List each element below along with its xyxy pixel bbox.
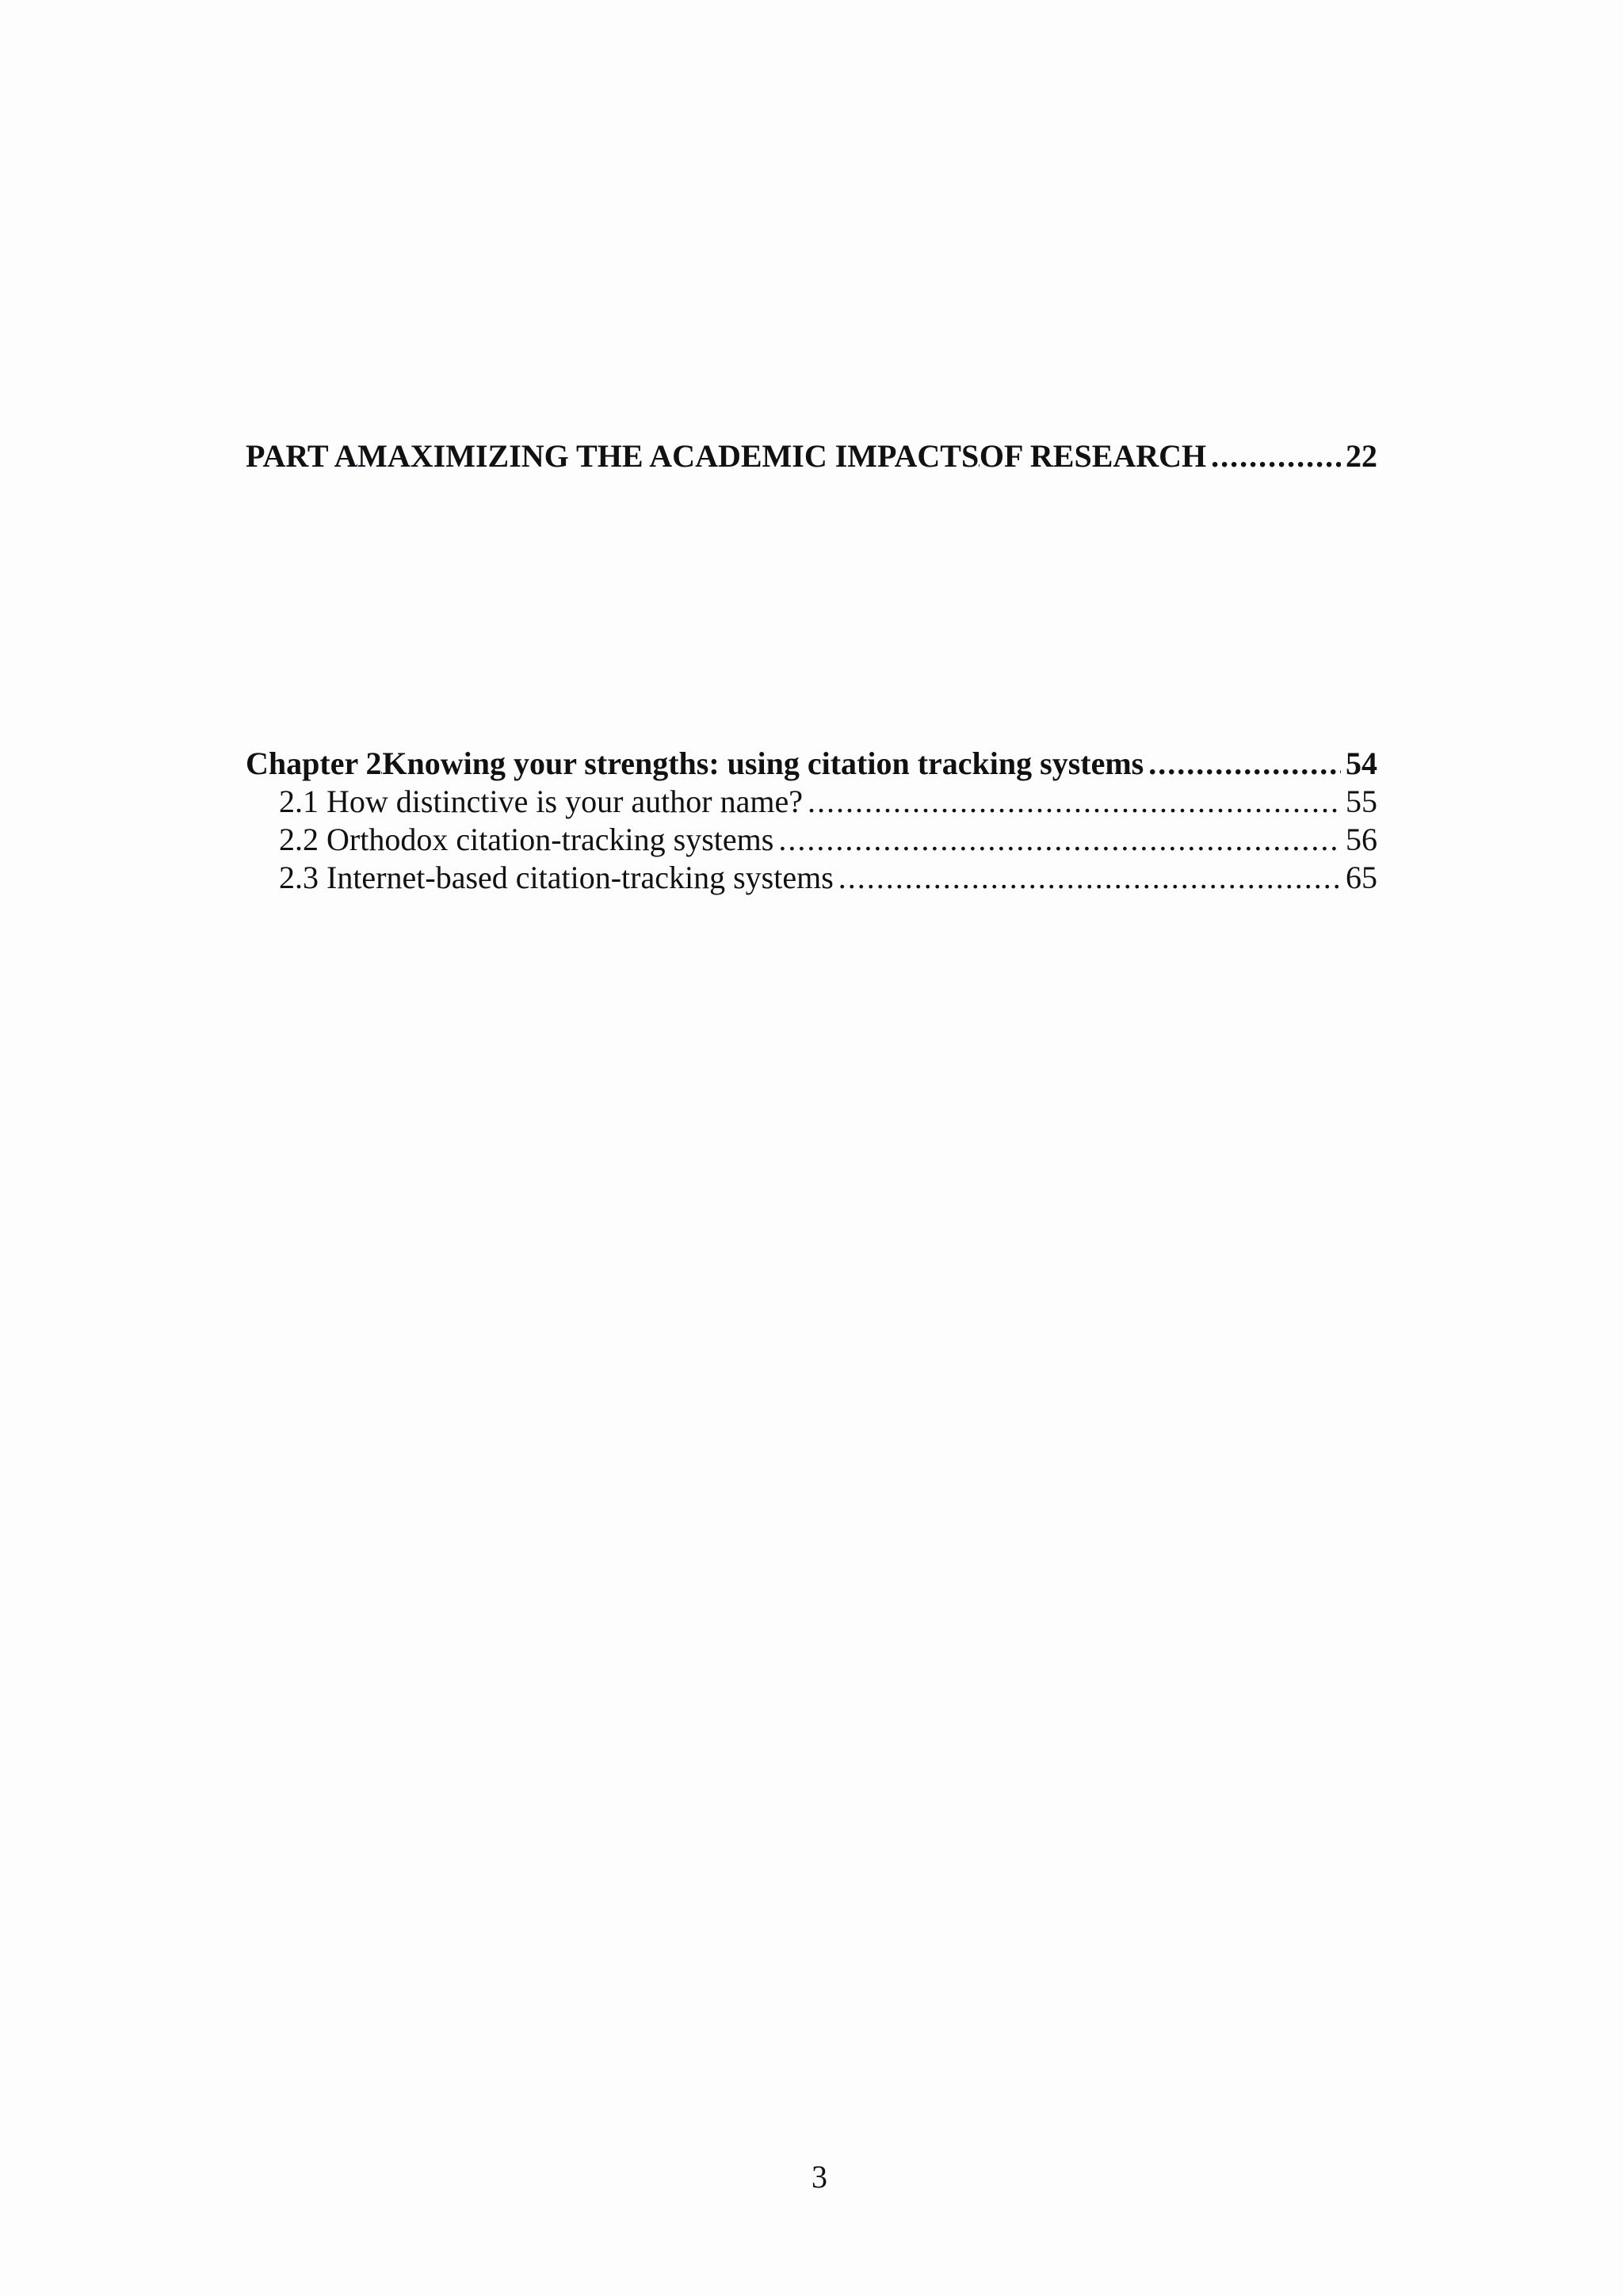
toc-entry-section-2-3[interactable] [279, 859, 1377, 896]
dot-leader [778, 821, 1341, 858]
toc-page-number: 54 [1346, 746, 1377, 781]
toc-entry-chapter-2[interactable] [246, 745, 1377, 782]
dot-leader [808, 783, 1341, 820]
toc-part-a-suffix: OF RESEARCH [979, 438, 1207, 474]
toc-part-a-title: MAXIMIZING THE ACADEMIC IMPACTS [357, 438, 980, 474]
toc-section-label: 2.3 Internet-based citation-tracking systems [279, 860, 834, 895]
toc-entry-section-2-2[interactable] [279, 821, 1377, 858]
toc-page-number: 56 [1346, 822, 1377, 857]
dot-leader [838, 859, 1341, 896]
toc-entry-part-a[interactable] [246, 437, 1377, 475]
page-number: 3 [812, 2159, 827, 2195]
dot-leader [1211, 437, 1341, 475]
toc-page-number: 65 [1346, 860, 1377, 895]
toc-chapter-2-title: Knowing your strengths: using citation tracking systems [382, 746, 1144, 781]
toc-entry-section-2-1[interactable] [279, 783, 1377, 820]
toc-part-a-prefix: PART A [246, 438, 357, 474]
dot-leader [1148, 745, 1341, 782]
toc-chapter-2-prefix: Chapter 2 [246, 746, 382, 781]
toc-page-number: 22 [1345, 438, 1377, 474]
toc-page-number: 55 [1346, 784, 1377, 819]
toc-section-label: 2.2 Orthodox citation-tracking systems [279, 822, 774, 857]
toc-section-label: 2.1 How distinctive is your author name? [279, 784, 803, 819]
